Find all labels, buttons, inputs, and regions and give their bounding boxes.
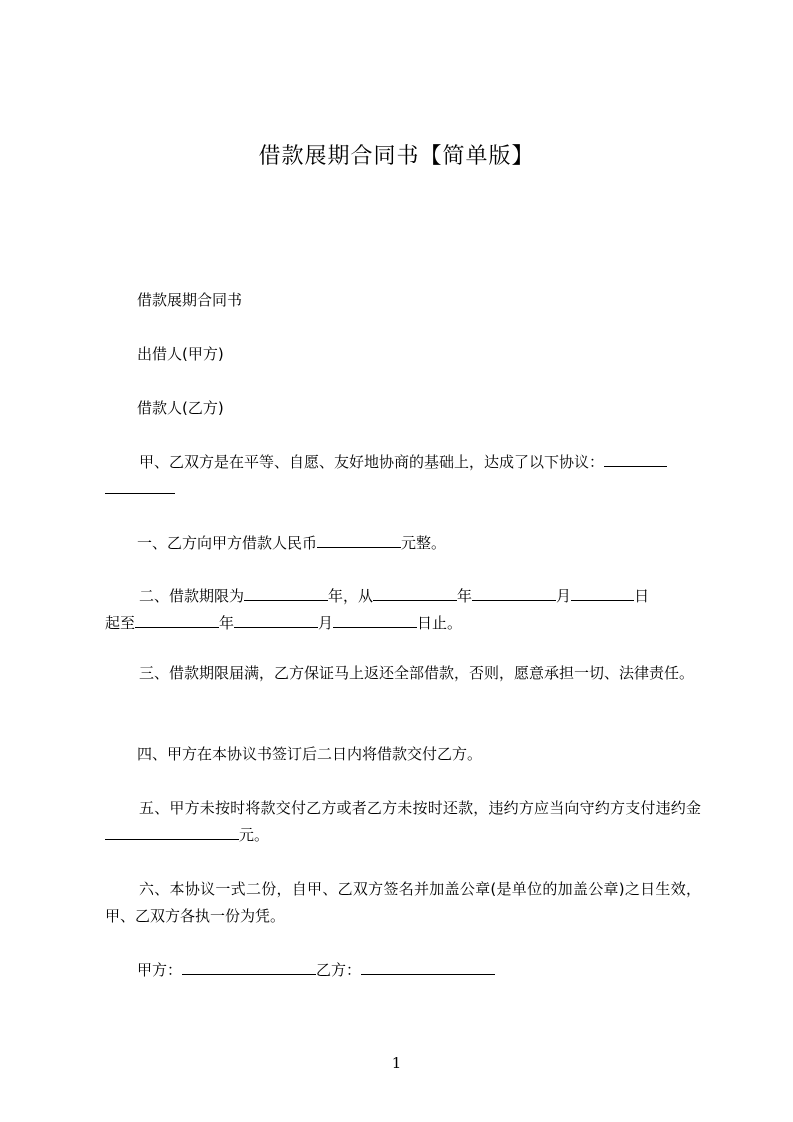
clause-1 — [105, 530, 701, 557]
clause-2-text: 月 — [556, 587, 572, 605]
clause-5 — [105, 795, 701, 849]
blank-field — [373, 583, 457, 601]
clause-5-text: 五、甲方未按时将款交付乙方或者乙方未按时还款，违约方应当向守约方支付违约金 — [139, 799, 701, 817]
blank-field — [571, 583, 634, 601]
clause-3: 三、借款期限届满，乙方保证马上返还全部借款，否则，愿意承担一切、法律责任。 — [139, 664, 695, 682]
party-a-label: 甲方： — [137, 961, 183, 979]
clause-5-suffix: 元。 — [239, 826, 270, 844]
clause-2-text: 年，从 — [328, 587, 374, 605]
clause-2-text: 月 — [318, 614, 334, 632]
blank-field — [333, 610, 417, 628]
signature-line — [105, 957, 701, 984]
clause-6: 六、本协议一式二份，自甲、乙双方签名并加盖公章(是单位的加盖公章)之日生效，甲、乙双方各执一份为凭。 — [105, 880, 701, 925]
clause-2 — [105, 583, 701, 637]
clause-1-text: 一、乙方向甲方借款人民币 — [137, 534, 318, 552]
clause-4: 四、甲方在本协议书签订后二日内将借款交付乙方。 — [137, 745, 483, 763]
lender-label: 出借人(甲方) — [137, 345, 224, 363]
intro-text: 甲、乙双方是在平等、自愿、友好地协商的基础上，达成了以下协议： — [139, 453, 605, 471]
blank-field — [604, 449, 667, 467]
blank-field — [244, 583, 328, 601]
party-b-signature-blank — [361, 957, 495, 975]
blank-field — [472, 583, 556, 601]
contract-heading: 借款展期合同书 — [137, 291, 243, 309]
blank-field — [135, 610, 219, 628]
amount-blank — [317, 530, 401, 548]
borrower-label: 借款人(乙方) — [137, 399, 224, 417]
clause-2-text: 年 — [219, 614, 235, 632]
intro-paragraph — [105, 449, 701, 503]
clause-2-text: 起至 — [105, 614, 136, 632]
clause-2-text: 日止。 — [417, 614, 463, 632]
penalty-blank — [105, 822, 239, 840]
clause-1-suffix: 元整。 — [401, 534, 447, 552]
party-b-label: 乙方： — [316, 961, 362, 979]
page-number: 1 — [391, 1054, 402, 1072]
document-title: 借款展期合同书【简单版】 — [258, 144, 535, 169]
blank-field — [234, 610, 318, 628]
clause-2-text: 日 — [634, 587, 650, 605]
clause-2-text: 年 — [457, 587, 473, 605]
party-a-signature-blank — [182, 957, 316, 975]
blank-field — [105, 476, 175, 494]
clause-2-text: 二、借款期限为 — [139, 587, 245, 605]
